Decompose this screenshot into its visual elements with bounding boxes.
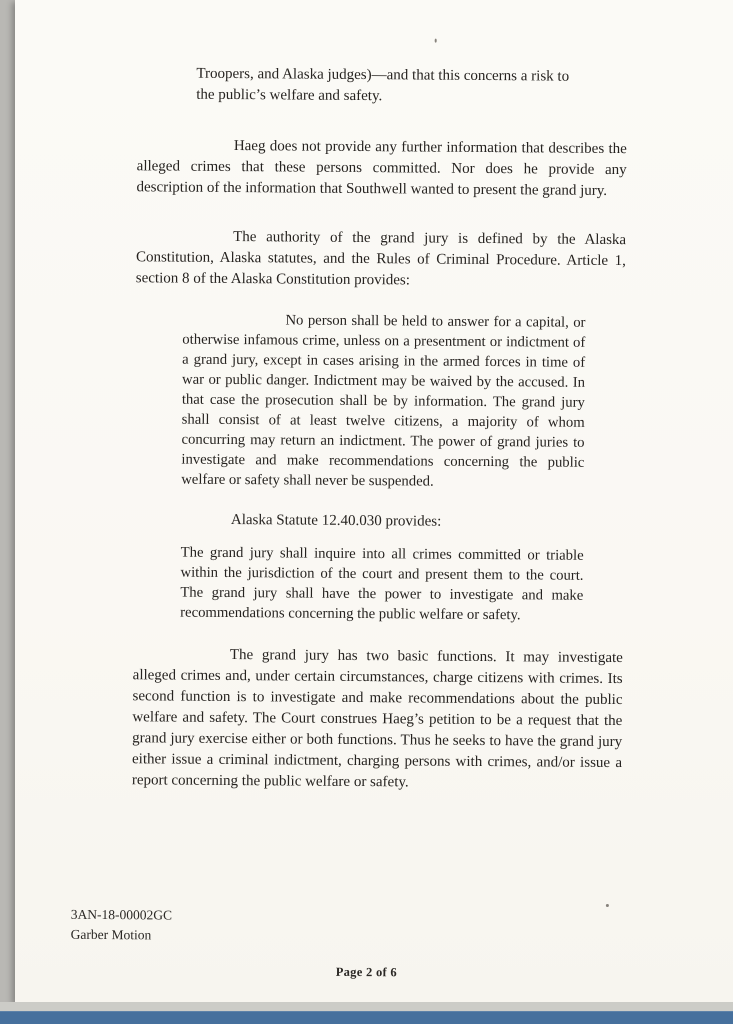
scan-artifact-speck <box>435 39 437 43</box>
viewer-bottom-gray-strip <box>0 1002 733 1011</box>
paragraph-haeg-no-information: Haeg does not provide any further information that describes the alleged crimes that these persons committed. Nor does he provide any description of the information that Southwell wanted to present the grand jury. <box>136 138 627 199</box>
continued-quote-block: Troopers, and Alaska judges)—and that this concerns a risk to the public’s welfare and safety. <box>196 65 570 105</box>
scan-content <box>15 0 733 1003</box>
scanned-document-page <box>15 0 733 1003</box>
document-label: Garber Motion <box>70 926 152 943</box>
paragraph-grand-jury-authority: The authority of the grand jury is defined by the Alaska Constitution, Alaska statutes, and the Rules of Criminal Procedure. Article 1, section 8 of the Alaska Constitution provides: <box>135 229 627 289</box>
blockquote-alaska-constitution: No person shall be held to answer for a capital, or otherwise infamous crime, unless on a presentment or indictment of a grand jury, except in cases arising in the armed forces in time of war or public danger. Indictment may be waived by the accused. In that case the prosecution shall be by information. The grand jury shall consist of at least twelve citizens, a majority of whom concurring may return an indictment. The power of grand juries to investigate and make recommendations concerning the public welfare or safety shall never be suspended. <box>181 312 586 490</box>
footer-case-info <box>71 905 173 946</box>
case-number: 3AN-18-00002GC <box>70 906 173 923</box>
statute-intro-line: Alaska Statute 12.40.030 provides: <box>230 512 442 530</box>
paragraph-two-basic-functions: The grand jury has two basic functions. It may investigate alleged crimes and, under certain circumstances, charge citizens with crimes. Its second function is to investigate and make recommendations about the public welfare and safety. The Court construes Haeg’s petition to be a request that the grand jury exercise either or both functions. Thus he seeks to have the grand jury either issue a criminal indictment, charging persons with crimes, and/or issue a report concerning the public welfare or safety. <box>131 647 623 791</box>
page-number: Page 2 of 6 <box>335 964 398 980</box>
blockquote-alaska-statute: The grand jury shall inquire into all crimes committed or triable within the jurisdiction of the court and present them to the court. The grand jury shall have the power to investigate and make recommendations concerning the public welfare or safety. <box>180 544 584 624</box>
scan-artifact-speck <box>606 904 609 907</box>
viewer-bottom-blue-bar <box>0 1011 733 1024</box>
